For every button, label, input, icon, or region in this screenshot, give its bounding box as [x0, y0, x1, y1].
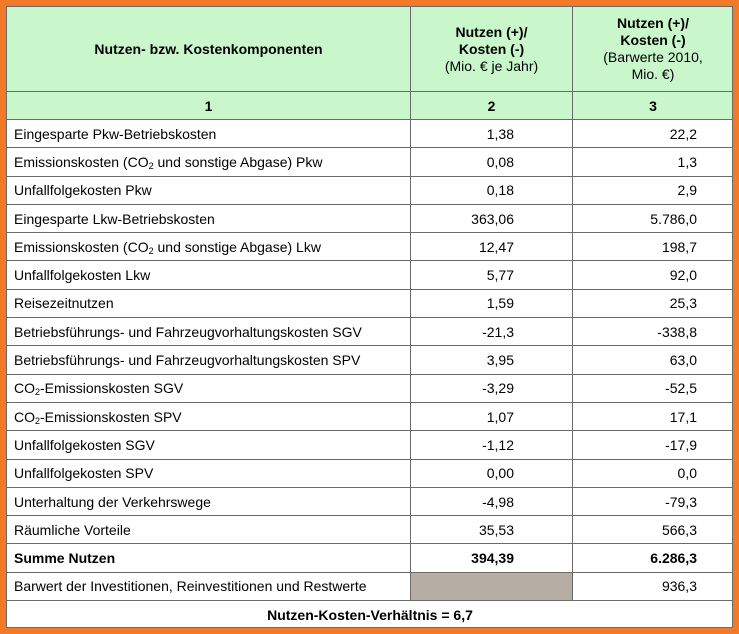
summary-present-value: 6.286,3 [573, 544, 734, 572]
table-frame [6, 6, 733, 628]
row-annual-value: 5,77 [411, 261, 573, 289]
header-components: Nutzen- bzw. Kostenkomponenten [7, 7, 411, 92]
table-row [7, 233, 734, 261]
row-annual-value: 0,08 [411, 148, 573, 176]
table-row [7, 374, 734, 402]
barwert-label: Barwert der Investitionen, Reinvestitionen und Restwerte [7, 572, 411, 600]
row-annual-value: -1,12 [411, 431, 573, 459]
row-present-value: 22,2 [573, 120, 734, 148]
summary-annual: 394,39 [411, 544, 573, 572]
row-annual-value: -21,3 [411, 318, 573, 346]
row-annual-value: 12,47 [411, 233, 573, 261]
row-present-value: 566,3 [573, 516, 734, 544]
row-present-value: 198,7 [573, 233, 734, 261]
row-annual-value: 1,59 [411, 289, 573, 317]
row-label: Unfallfolgekosten SPV [7, 459, 411, 487]
table-row [7, 459, 734, 487]
barwert-empty-cell [411, 572, 573, 600]
row-label: Emissionskosten ($CO_2$ und sonstige Abgase) Lkw [7, 233, 411, 261]
row-annual-value: -3,29 [411, 374, 573, 402]
table-row [7, 148, 734, 176]
row-label: Betriebsführungs- und Fahrzeugvorhaltungskosten SGV [7, 318, 411, 346]
row-present-value: -17,9 [573, 431, 734, 459]
row-present-value: -52,5 [573, 374, 734, 402]
row-annual-value: 1,07 [411, 402, 573, 430]
row-annual-value: -4,98 [411, 487, 573, 515]
table-row [7, 289, 734, 317]
row-label: Räumliche Vorteile [7, 516, 411, 544]
row-label: Unfallfolgekosten Lkw [7, 261, 411, 289]
summary-row [7, 544, 734, 572]
row-annual-value: 1,38 [411, 120, 573, 148]
table-row [7, 487, 734, 515]
summary-label: Summe Nutzen [7, 544, 411, 572]
table-row [7, 176, 734, 204]
table-row [7, 516, 734, 544]
row-present-value: 2,9 [573, 176, 734, 204]
column-number-row [7, 92, 734, 120]
row-present-value: 17,1 [573, 402, 734, 430]
table-row [7, 431, 734, 459]
header-annual: Nutzen (+)/ Kosten (-) (Mio. € je Jahr) [411, 7, 573, 92]
row-label: Unfallfolgekosten SGV [7, 431, 411, 459]
benefit-cost-ratio: Nutzen-Kosten-Verhältnis = 6,7 [7, 601, 734, 628]
row-annual-value: 363,06 [411, 204, 573, 232]
column-number: 3 [573, 92, 734, 120]
row-present-value: 25,3 [573, 289, 734, 317]
column-number: 2 [411, 92, 573, 120]
table-row [7, 318, 734, 346]
row-annual-value: 0,00 [411, 459, 573, 487]
table-row [7, 402, 734, 430]
row-present-value: -79,3 [573, 487, 734, 515]
header-row [7, 7, 734, 92]
table-row [7, 120, 734, 148]
table-row [7, 346, 734, 374]
row-annual-value: 3,95 [411, 346, 573, 374]
row-present-value: -338,8 [573, 318, 734, 346]
row-annual-value: 0,18 [411, 176, 573, 204]
header-present-value: Nutzen (+)/ Kosten (-) (Barwerte 2010, Mio. €) [573, 7, 734, 92]
row-label: Eingesparte Lkw-Betriebskosten [7, 204, 411, 232]
table-row [7, 204, 734, 232]
barwert-row [7, 572, 734, 600]
row-present-value: 1,3 [573, 148, 734, 176]
row-label: Reisezeitnutzen [7, 289, 411, 317]
table-row [7, 261, 734, 289]
row-label: Betriebsführungs- und Fahrzeugvorhaltungskosten SPV [7, 346, 411, 374]
row-label: Unterhaltung der Verkehrswege [7, 487, 411, 515]
row-label: $CO_2$-Emissionskosten SPV [7, 402, 411, 430]
ratio-row [7, 601, 734, 628]
barwert-present-value: 936,3 [573, 572, 734, 600]
row-label: Emissionskosten ($CO_2$ und sonstige Abgase) Pkw [7, 148, 411, 176]
row-label: Eingesparte Pkw-Betriebskosten [7, 120, 411, 148]
row-present-value: 5.786,0 [573, 204, 734, 232]
row-present-value: 63,0 [573, 346, 734, 374]
row-annual-value: 35,53 [411, 516, 573, 544]
row-label: Unfallfolgekosten Pkw [7, 176, 411, 204]
column-number: 1 [7, 92, 411, 120]
row-present-value: 0,0 [573, 459, 734, 487]
row-label: $CO_2$-Emissionskosten SGV [7, 374, 411, 402]
row-present-value: 92,0 [573, 261, 734, 289]
cost-benefit-table [6, 6, 733, 628]
